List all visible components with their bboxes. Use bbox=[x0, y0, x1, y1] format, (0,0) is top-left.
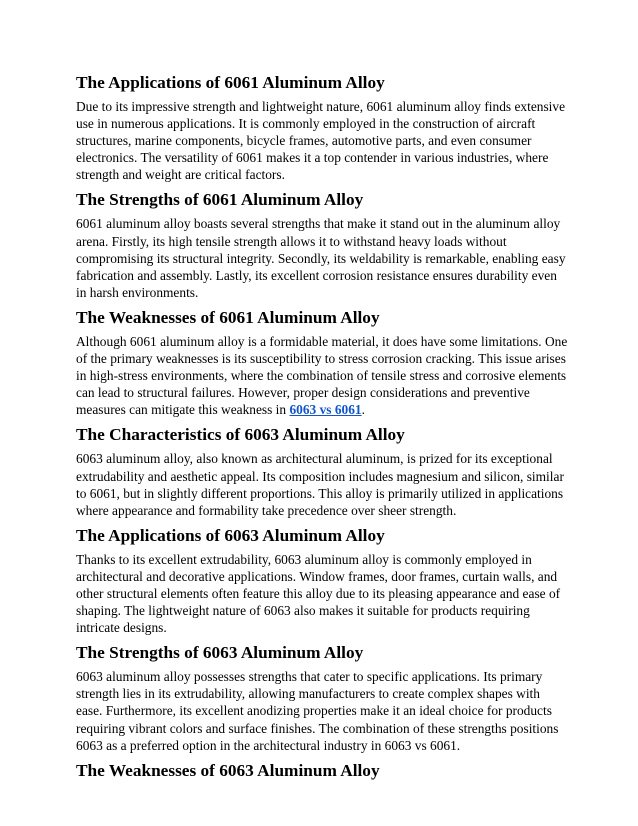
document-page bbox=[76, 72, 568, 786]
section-6061-strengths bbox=[76, 189, 568, 300]
section-heading: The Strengths of 6061 Aluminum Alloy bbox=[76, 190, 364, 210]
section-heading: The Weaknesses of 6063 Aluminum Alloy bbox=[76, 760, 380, 780]
section-6061-weaknesses bbox=[76, 307, 568, 418]
section-heading: The Characteristics of 6063 Aluminum Alloy bbox=[76, 425, 405, 445]
section-6061-applications bbox=[76, 72, 568, 183]
section-6063-applications bbox=[76, 525, 568, 636]
section-paragraph: 6063 aluminum alloy, also known as architectural aluminum, is prized for its exceptional extrudability and aesthetic appeal. Its composition includes magnesium and silicon, similar to 6061, but in slightly different proportions. This alloy is primarily utilized in applications where appearance and formability take precedence over sheer strength. bbox=[76, 451, 564, 518]
section-paragraph: Thanks to its excellent extrudability, 6063 aluminum alloy is commonly employed in architectural and decorative applications. Window frames, door frames, curtain walls, and other structural elements often feature this alloy due to its pleasing appearance and ease of shaping. The lightweight nature of 6063 also makes it suitable for products requiring intricate designs. bbox=[76, 551, 561, 636]
section-heading: The Weaknesses of 6061 Aluminum Alloy bbox=[76, 307, 380, 327]
section-6063-weaknesses bbox=[76, 760, 568, 782]
paragraph-text: Although 6061 aluminum alloy is a formidable material, it does have some limitations. One of the primary weaknesses is its susceptibility to stress corrosion cracking. This issue arises in high-stress environments, where the combination of tensile stress and corrosive elements can lead to structural failures. However, proper design considerations and preventive measures can mitigate this weakness in bbox=[76, 333, 568, 418]
section-6063-characteristics bbox=[76, 424, 568, 518]
section-paragraph: Due to its impressive strength and lightweight nature, 6061 aluminum alloy finds extensive use in numerous applications. It is commonly employed in the construction of aircraft structures, marine components, bicycle frames, automotive parts, and even consumer electronics. The versatility of 6061 makes it a top contender in various industries, where strength and weight are critical factors. bbox=[76, 99, 566, 183]
comparison-link[interactable]: 6063 vs 6061 bbox=[289, 402, 362, 418]
section-paragraph bbox=[76, 333, 568, 418]
section-paragraph: 6061 aluminum alloy boasts several strengths that make it stand out in the aluminum alloy arena. Firstly, its high tensile strength allows it to withstand heavy loads without compromising its structural integrity. Secondly, its weldability is remarkable, enabling easy fabrication and assembly. Lastly, its excellent corrosion resistance ensures durability even in harsh environments. bbox=[76, 216, 566, 300]
paragraph-text-end: . bbox=[361, 402, 365, 418]
section-heading: The Strengths of 6063 Aluminum Alloy bbox=[76, 643, 364, 663]
section-heading: The Applications of 6061 Aluminum Alloy bbox=[76, 73, 385, 92]
section-heading: The Applications of 6063 Aluminum Alloy bbox=[76, 525, 385, 545]
section-paragraph: 6063 aluminum alloy possesses strengths that cater to specific applications. Its primary strength lies in its extrudability, allowing manufacturers to create complex shapes with ease. Furthermore, its excellent anodizing properties make it an ideal choice for products requiring vibrant colors and surface finishes. The combination of these strengths positions 6063 as a preferred option in the architectural industry in 6063 vs 6061. bbox=[76, 669, 559, 753]
section-6063-strengths bbox=[76, 642, 568, 753]
